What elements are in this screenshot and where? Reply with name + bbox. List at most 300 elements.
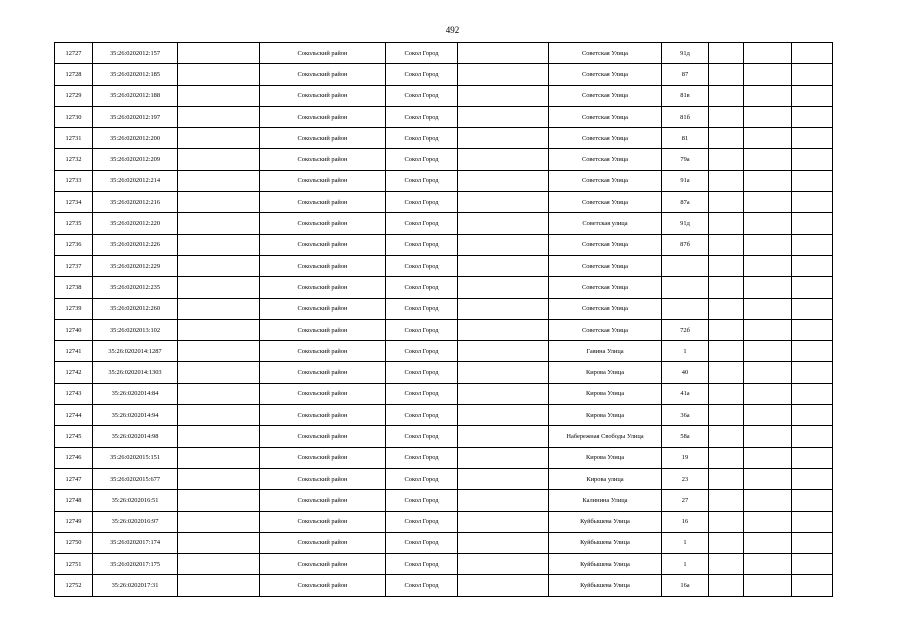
empty-cell [458,575,549,596]
empty-cell [178,554,260,575]
empty-cell [792,554,833,575]
cadastral-number-cell: 35:26:0202014:98 [93,426,178,447]
city-cell: Сокол Город [386,383,458,404]
city-cell: Сокол Город [386,170,458,191]
cadastral-number-cell: 35:26:0202012:260 [93,298,178,319]
empty-cell [792,85,833,106]
house-number-cell: 16 [662,511,709,532]
street-cell: Куйбышева Улица [549,554,662,575]
row-number-cell: 12751 [55,554,93,575]
district-cell: Сокольский район [260,43,386,64]
house-number-cell: 19 [662,447,709,468]
street-cell: Советская Улица [549,85,662,106]
empty-cell [178,532,260,553]
empty-cell [744,532,792,553]
empty-cell [744,149,792,170]
empty-cell [744,383,792,404]
empty-cell [792,405,833,426]
city-cell: Сокол Город [386,490,458,511]
cadastral-number-cell: 35:26:0202012:209 [93,149,178,170]
table-row [55,447,833,468]
row-number-cell: 12749 [55,511,93,532]
street-cell: Кирова Улица [549,447,662,468]
empty-cell [744,192,792,213]
city-cell: Сокол Город [386,532,458,553]
empty-cell [744,106,792,127]
row-number-cell: 12741 [55,341,93,362]
empty-cell [458,234,549,255]
district-cell: Сокольский район [260,362,386,383]
district-cell: Сокольский район [260,554,386,575]
empty-cell [744,213,792,234]
street-cell: Советская Улица [549,43,662,64]
empty-cell [458,43,549,64]
empty-cell [178,64,260,85]
street-cell: Советская Улица [549,255,662,276]
empty-cell [744,554,792,575]
empty-cell [178,468,260,489]
empty-cell [792,341,833,362]
empty-cell [744,319,792,340]
table-row [55,64,833,85]
row-number-cell: 12744 [55,405,93,426]
empty-cell [178,234,260,255]
table-row [55,490,833,511]
row-number-cell: 12746 [55,447,93,468]
table-row [55,255,833,276]
city-cell: Сокол Город [386,128,458,149]
empty-cell [709,532,744,553]
empty-cell [458,298,549,319]
empty-cell [709,468,744,489]
empty-cell [744,341,792,362]
empty-cell [458,554,549,575]
empty-cell [458,511,549,532]
empty-cell [458,362,549,383]
house-number-cell: 87а [662,192,709,213]
empty-cell [792,511,833,532]
district-cell: Сокольский район [260,213,386,234]
empty-cell [178,298,260,319]
house-number-cell: 72б [662,319,709,340]
row-number-cell: 12732 [55,149,93,170]
house-number-cell: 16а [662,575,709,596]
empty-cell [709,85,744,106]
empty-cell [458,532,549,553]
row-number-cell: 12740 [55,319,93,340]
house-number-cell: 81б [662,106,709,127]
empty-cell [178,383,260,404]
row-number-cell: 12739 [55,298,93,319]
district-cell: Сокольский район [260,468,386,489]
district-cell: Сокольский район [260,85,386,106]
house-number-cell [662,255,709,276]
street-cell: Куйбышева Улица [549,575,662,596]
empty-cell [792,575,833,596]
district-cell: Сокольский район [260,298,386,319]
table-row [55,511,833,532]
empty-cell [709,106,744,127]
district-cell: Сокольский район [260,426,386,447]
empty-cell [178,128,260,149]
empty-cell [458,149,549,170]
empty-cell [458,405,549,426]
empty-cell [178,43,260,64]
house-number-cell: 41а [662,383,709,404]
cadastral-number-cell: 35:26:0202014:84 [93,383,178,404]
empty-cell [709,192,744,213]
street-cell: Советская Улица [549,170,662,191]
table-row [55,532,833,553]
table-row [55,319,833,340]
empty-cell [792,277,833,298]
city-cell: Сокол Город [386,575,458,596]
row-number-cell: 12737 [55,255,93,276]
table-row [55,554,833,575]
empty-cell [458,128,549,149]
street-cell: Кирова улица [549,468,662,489]
page-number: 492 [445,25,460,35]
empty-cell [709,213,744,234]
house-number-cell: 27 [662,490,709,511]
empty-cell [792,383,833,404]
table-body [55,43,833,597]
cadastral-number-cell: 35:26:0202012:220 [93,213,178,234]
city-cell: Сокол Город [386,213,458,234]
table-row [55,383,833,404]
street-cell: Советская Улица [549,277,662,298]
empty-cell [178,319,260,340]
city-cell: Сокол Город [386,298,458,319]
empty-cell [458,192,549,213]
district-cell: Сокольский район [260,64,386,85]
table-row [55,170,833,191]
empty-cell [792,106,833,127]
city-cell: Сокол Город [386,85,458,106]
city-cell: Сокол Город [386,255,458,276]
empty-cell [709,298,744,319]
empty-cell [744,43,792,64]
house-number-cell: 36а [662,405,709,426]
empty-cell [709,319,744,340]
cadastral-number-cell: 35:26:0202012:226 [93,234,178,255]
table-row [55,85,833,106]
empty-cell [792,468,833,489]
empty-cell [744,128,792,149]
house-number-cell: 23 [662,468,709,489]
empty-cell [792,64,833,85]
city-cell: Сокол Город [386,319,458,340]
empty-cell [458,468,549,489]
street-cell: Советская Улица [549,234,662,255]
district-cell: Сокольский район [260,532,386,553]
house-number-cell: 1 [662,554,709,575]
table-row [55,405,833,426]
empty-cell [744,447,792,468]
row-number-cell: 12750 [55,532,93,553]
empty-cell [709,128,744,149]
street-cell: Калинина Улица [549,490,662,511]
empty-cell [458,255,549,276]
house-number-cell: 1 [662,341,709,362]
district-cell: Сокольский район [260,447,386,468]
empty-cell [178,149,260,170]
empty-cell [792,170,833,191]
empty-cell [178,490,260,511]
cadastral-number-cell: 35:26:0202017:31 [93,575,178,596]
row-number-cell: 12733 [55,170,93,191]
street-cell: Гаяина Улица [549,341,662,362]
empty-cell [744,64,792,85]
empty-cell [792,255,833,276]
street-cell: Советская Улица [549,192,662,213]
empty-cell [709,383,744,404]
empty-cell [458,213,549,234]
city-cell: Сокол Город [386,554,458,575]
empty-cell [744,426,792,447]
empty-cell [792,43,833,64]
city-cell: Сокол Город [386,192,458,213]
empty-cell [709,447,744,468]
house-number-cell: 58а [662,426,709,447]
empty-cell [458,170,549,191]
empty-cell [458,85,549,106]
table-row [55,575,833,596]
empty-cell [709,255,744,276]
house-number-cell: 87 [662,64,709,85]
district-cell: Сокольский район [260,575,386,596]
city-cell: Сокол Город [386,149,458,170]
table-row [55,213,833,234]
district-cell: Сокольский район [260,170,386,191]
empty-cell [458,490,549,511]
empty-cell [458,64,549,85]
empty-cell [178,192,260,213]
city-cell: Сокол Город [386,234,458,255]
row-number-cell: 12734 [55,192,93,213]
empty-cell [458,383,549,404]
cadastral-number-cell: 35:26:0202012:229 [93,255,178,276]
city-cell: Сокол Город [386,405,458,426]
house-number-cell: 91д [662,213,709,234]
empty-cell [709,170,744,191]
street-cell: Кирова Улица [549,405,662,426]
street-cell: Набережная Свободы Улица [549,426,662,447]
street-cell: Кирова Улица [549,362,662,383]
cadastral-number-cell: 35:26:0202016:51 [93,490,178,511]
row-number-cell: 12736 [55,234,93,255]
empty-cell [744,170,792,191]
city-cell: Сокол Город [386,341,458,362]
empty-cell [744,405,792,426]
cadastral-number-cell: 35:26:0202015:677 [93,468,178,489]
register-table [54,42,833,597]
empty-cell [178,85,260,106]
empty-cell [744,85,792,106]
city-cell: Сокол Город [386,468,458,489]
empty-cell [178,511,260,532]
empty-cell [709,575,744,596]
empty-cell [178,170,260,191]
district-cell: Сокольский район [260,106,386,127]
cadastral-number-cell: 35:26:0202014:1287 [93,341,178,362]
street-cell: Советская Улица [549,149,662,170]
empty-cell [458,447,549,468]
empty-cell [792,149,833,170]
empty-cell [744,277,792,298]
empty-cell [792,128,833,149]
empty-cell [744,234,792,255]
cadastral-number-cell: 35:26:0202013:102 [93,319,178,340]
street-cell: Кирова Улица [549,383,662,404]
row-number-cell: 12731 [55,128,93,149]
empty-cell [744,298,792,319]
district-cell: Сокольский район [260,511,386,532]
house-number-cell [662,298,709,319]
street-cell: Советская Улица [549,298,662,319]
table-row [55,234,833,255]
empty-cell [458,341,549,362]
empty-cell [178,426,260,447]
city-cell: Сокол Город [386,43,458,64]
empty-cell [709,43,744,64]
empty-cell [792,298,833,319]
table-row [55,43,833,64]
empty-cell [744,255,792,276]
street-cell: Куйбышева Улица [549,532,662,553]
empty-cell [792,532,833,553]
empty-cell [744,575,792,596]
table-row [55,149,833,170]
empty-cell [792,192,833,213]
street-cell: Советская Улица [549,64,662,85]
district-cell: Сокольский район [260,255,386,276]
empty-cell [709,64,744,85]
cadastral-number-cell: 35:26:0202017:174 [93,532,178,553]
empty-cell [458,426,549,447]
empty-cell [792,490,833,511]
cadastral-number-cell: 35:26:0202016:97 [93,511,178,532]
cadastral-number-cell: 35:26:0202017:175 [93,554,178,575]
empty-cell [744,511,792,532]
district-cell: Сокольский район [260,383,386,404]
row-number-cell: 12730 [55,106,93,127]
table-row [55,106,833,127]
house-number-cell: 1 [662,532,709,553]
table-row [55,277,833,298]
empty-cell [744,490,792,511]
row-number-cell: 12727 [55,43,93,64]
street-cell: Советская Улица [549,319,662,340]
district-cell: Сокольский район [260,341,386,362]
empty-cell [178,255,260,276]
house-number-cell: 91а [662,170,709,191]
empty-cell [709,277,744,298]
table-row [55,362,833,383]
empty-cell [709,234,744,255]
empty-cell [709,490,744,511]
row-number-cell: 12742 [55,362,93,383]
city-cell: Сокол Город [386,362,458,383]
row-number-cell: 12745 [55,426,93,447]
district-cell: Сокольский район [260,192,386,213]
row-number-cell: 12752 [55,575,93,596]
street-cell: Куйбышева Улица [549,511,662,532]
street-cell: Советская Улица [549,106,662,127]
empty-cell [792,234,833,255]
city-cell: Сокол Город [386,426,458,447]
house-number-cell: 79а [662,149,709,170]
district-cell: Сокольский район [260,277,386,298]
empty-cell [709,341,744,362]
row-number-cell: 12735 [55,213,93,234]
district-cell: Сокольский район [260,128,386,149]
empty-cell [458,277,549,298]
empty-cell [178,447,260,468]
empty-cell [178,575,260,596]
cadastral-number-cell: 35:26:0202012:200 [93,128,178,149]
row-number-cell: 12747 [55,468,93,489]
empty-cell [792,213,833,234]
cadastral-number-cell: 35:26:0202015:151 [93,447,178,468]
city-cell: Сокол Город [386,64,458,85]
cadastral-number-cell: 35:26:0202014:1303 [93,362,178,383]
empty-cell [178,106,260,127]
cadastral-number-cell: 35:26:0202012:185 [93,64,178,85]
empty-cell [709,554,744,575]
street-cell: Советская улица [549,213,662,234]
empty-cell [792,362,833,383]
empty-cell [792,447,833,468]
table-row [55,426,833,447]
empty-cell [792,426,833,447]
table-row [55,192,833,213]
district-cell: Сокольский район [260,149,386,170]
table-row [55,298,833,319]
city-cell: Сокол Город [386,511,458,532]
district-cell: Сокольский район [260,405,386,426]
house-number-cell: 91д [662,43,709,64]
table-row [55,128,833,149]
district-cell: Сокольский район [260,490,386,511]
row-number-cell: 12729 [55,85,93,106]
cadastral-number-cell: 35:26:0202012:197 [93,106,178,127]
cadastral-number-cell: 35:26:0202012:214 [93,170,178,191]
city-cell: Сокол Город [386,277,458,298]
empty-cell [458,106,549,127]
table-row [55,341,833,362]
district-cell: Сокольский район [260,319,386,340]
cadastral-number-cell: 35:26:0202012:157 [93,43,178,64]
city-cell: Сокол Город [386,106,458,127]
cadastral-number-cell: 35:26:0202012:216 [93,192,178,213]
empty-cell [178,213,260,234]
empty-cell [178,277,260,298]
house-number-cell: 81в [662,85,709,106]
house-number-cell: 40 [662,362,709,383]
cadastral-number-cell: 35:26:0202014:94 [93,405,178,426]
house-number-cell: 87б [662,234,709,255]
row-number-cell: 12743 [55,383,93,404]
district-cell: Сокольский район [260,234,386,255]
cadastral-number-cell: 35:26:0202012:235 [93,277,178,298]
row-number-cell: 12748 [55,490,93,511]
empty-cell [744,362,792,383]
empty-cell [178,405,260,426]
street-cell: Советская Улица [549,128,662,149]
empty-cell [792,319,833,340]
empty-cell [709,426,744,447]
